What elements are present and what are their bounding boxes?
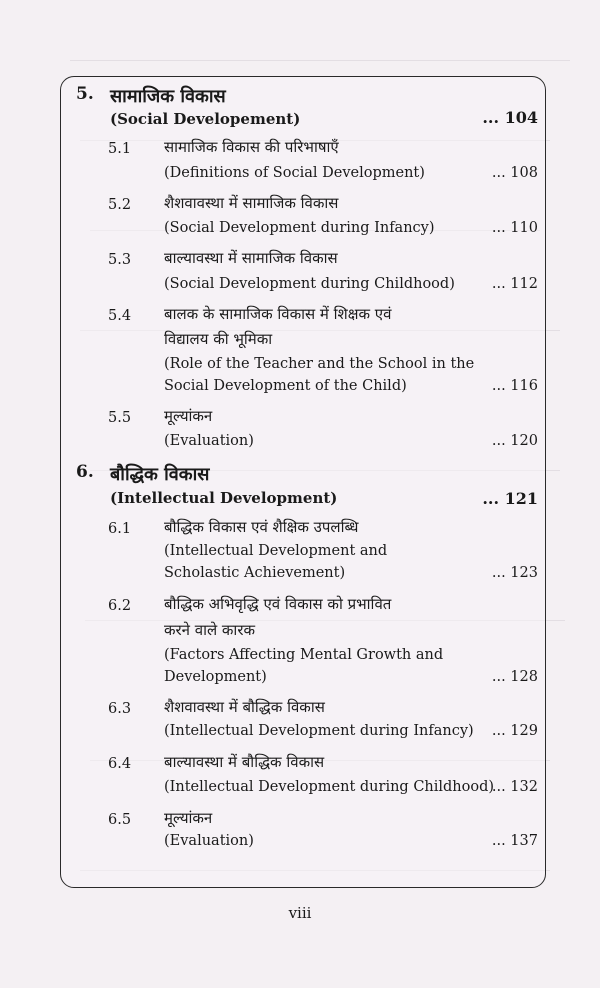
section-number: 5. xyxy=(76,84,94,104)
item-title-hindi: सामाजिक विकास की परिभाषाएँ xyxy=(164,138,339,156)
item-number: 6.3 xyxy=(108,701,132,717)
section-page: ... 104 xyxy=(482,108,538,127)
item-title-english: (Intellectual Development and xyxy=(164,543,388,559)
item-title-english: (Intellectual Development during Childhood) xyxy=(164,779,495,795)
item-title-hindi: बालक के सामाजिक विकास में शिक्षक एवं xyxy=(164,305,392,323)
item-number: 5.2 xyxy=(108,197,132,213)
item-number: 6.2 xyxy=(108,598,132,614)
item-page: ... 120 xyxy=(491,433,538,449)
item-number: 5.5 xyxy=(108,410,132,426)
item-title-english: Social Development of the Child) xyxy=(164,378,407,394)
section-page: ... 121 xyxy=(482,489,538,508)
item-title-hindi: बौद्धिक विकास एवं शैक्षिक उपलब्धि xyxy=(164,518,359,536)
section-title-english: (Intellectual Development) xyxy=(110,489,338,507)
item-title-hindi: करने वाले कारक xyxy=(164,621,255,639)
item-title-hindi: शैशवावस्था में सामाजिक विकास xyxy=(164,194,339,212)
item-number: 5.1 xyxy=(108,141,132,157)
item-title-hindi: शैशवावस्था में बौद्धिक विकास xyxy=(164,698,325,716)
item-number: 5.3 xyxy=(108,252,132,268)
item-page: ... 110 xyxy=(491,220,538,236)
item-title-english: (Factors Affecting Mental Growth and xyxy=(164,647,444,663)
section-title-hindi: बौद्धिक विकास xyxy=(110,464,210,485)
section-title-hindi: सामाजिक विकास xyxy=(110,86,226,107)
item-title-hindi: बाल्यावस्था में सामाजिक विकास xyxy=(164,249,338,267)
item-title-english: (Social Development during Infancy) xyxy=(164,220,435,236)
item-page: ... 128 xyxy=(491,669,538,685)
item-title-hindi: मूल्यांकन xyxy=(164,407,213,425)
section-title-english: (Social Developement) xyxy=(110,110,301,128)
item-page: ... 137 xyxy=(491,833,538,849)
item-title-english: Development) xyxy=(164,669,267,685)
item-title-english: (Evaluation) xyxy=(164,433,254,449)
item-title-english: (Definitions of Social Development) xyxy=(164,165,425,181)
item-page: ... 108 xyxy=(491,165,538,181)
item-title-english: (Evaluation) xyxy=(164,833,254,849)
item-number: 6.1 xyxy=(108,521,132,537)
item-page: ... 123 xyxy=(491,565,538,581)
item-title-hindi: विद्यालय की भूमिका xyxy=(164,330,273,348)
item-title-english: (Intellectual Development during Infancy) xyxy=(164,723,474,739)
section-number: 6. xyxy=(76,462,94,482)
item-page: ... 112 xyxy=(491,276,538,292)
item-number: 5.4 xyxy=(108,308,132,324)
item-number: 6.4 xyxy=(108,756,132,772)
item-number: 6.5 xyxy=(108,812,132,828)
page-number: viii xyxy=(288,904,312,922)
item-title-english: Scholastic Achievement) xyxy=(164,565,346,581)
item-page: ... 116 xyxy=(491,378,538,394)
item-page: ... 129 xyxy=(491,723,538,739)
item-title-english: (Social Development during Childhood) xyxy=(164,276,455,292)
item-title-hindi: बौद्धिक अभिवृद्धि एवं विकास को प्रभावित xyxy=(164,595,392,613)
item-page: ... 132 xyxy=(491,779,538,795)
item-title-english: (Role of the Teacher and the School in the xyxy=(164,356,475,372)
item-title-hindi: बाल्यावस्था में बौद्धिक विकास xyxy=(164,753,325,771)
item-title-hindi: मूल्यांकन xyxy=(164,809,213,827)
